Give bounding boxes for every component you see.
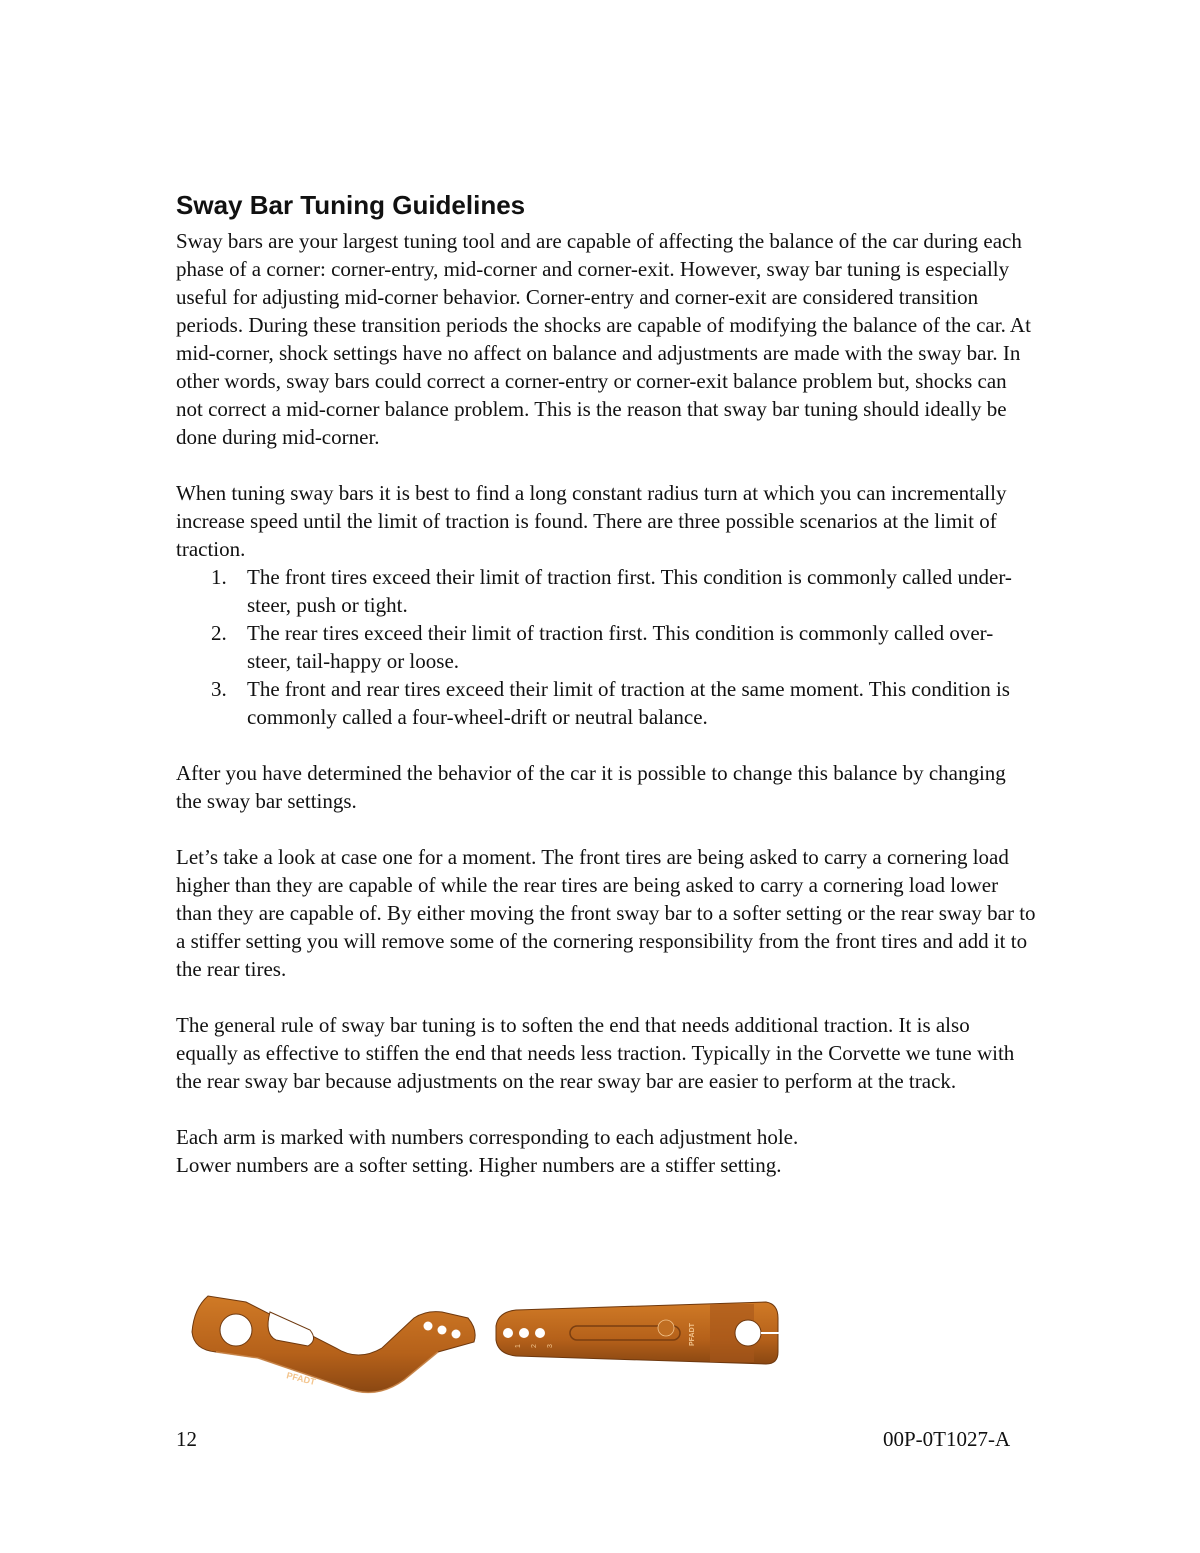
list-item: 1. The front tires exceed their limit of traction first. This condition is commonly called under-steer, push or tight. <box>211 565 1012 617</box>
pfadt-logo: PFADT <box>285 1370 317 1388</box>
adjustment-hole <box>438 1326 447 1335</box>
paragraph-change-balance: After you have determined the behavior of the car it is possible to change this balance by changing the sway bar settings. <box>176 761 1006 813</box>
page-title: Sway Bar Tuning Guidelines <box>176 190 526 220</box>
adjustment-hole <box>503 1328 513 1338</box>
bar-mount-hole <box>220 1314 252 1346</box>
page-content <box>176 190 1036 1179</box>
adjustment-hole <box>452 1330 461 1339</box>
pfadt-logo: PFADT <box>689 1323 696 1346</box>
document-code: 00P-0T1027-A <box>883 1427 1011 1451</box>
paragraph-tuning-method: When tuning sway bars it is best to find a long constant radius turn at which you can incrementally increase speed until the limit of traction is found. There are three possible scenarios at the limit of traction. <box>176 481 1007 561</box>
paragraph-case-one: Let’s take a look at case one for a moment. The front tires are being asked to carry a cornering load higher than they are capable of while the rear tires are being asked to carry a cornering load lower than they are capable of. By either moving the front sway bar to a softer setting or the rear sway bar to a stiffer setting you will remove some of the cornering responsibility from the front tires and add it to the rear tires. <box>176 845 1036 981</box>
bar-mount-hole <box>735 1320 761 1346</box>
page-number: 12 <box>176 1427 197 1451</box>
list-item: 2. The rear tires exceed their limit of traction first. This condition is commonly called over-steer, tail-happy or loose. <box>211 621 994 673</box>
sway-bar-arms-figure <box>186 1290 786 1402</box>
rear-sway-bar-arm <box>496 1302 780 1364</box>
scenario-list <box>176 563 1036 731</box>
front-sway-bar-arm <box>192 1296 475 1393</box>
hole-number-label: 2 <box>531 1344 538 1348</box>
paragraph-arm-markings-1: Each arm is marked with numbers corresponding to each adjustment hole. <box>176 1125 799 1149</box>
adjustment-hole <box>424 1322 433 1331</box>
adjustment-hole <box>519 1328 529 1338</box>
hole-number-label: 1 <box>515 1344 522 1348</box>
hole-number-label: 3 <box>547 1344 554 1348</box>
adjustment-hole <box>535 1328 545 1338</box>
list-item: 3. The front and rear tires exceed their limit of traction at the same moment. This condition is commonly called a four-wheel-drift or neutral balance. <box>211 677 1010 729</box>
paragraph-general-rule: The general rule of sway bar tuning is to soften the end that needs additional traction. It is also equally as effective to stiffen the end that needs less traction. Typically in the Corvette we tune with the rear sway bar because adjustments on the rear sway bar are easier to perform at the track. <box>176 1013 1015 1093</box>
sway-bar-arms-illustration <box>186 1290 786 1402</box>
paragraph-arm-markings-2: Lower numbers are a softer setting. Higher numbers are a stiffer setting. <box>176 1153 782 1177</box>
paragraph-intro: Sway bars are your largest tuning tool and are capable of affecting the balance of the car during each phase of a corner: corner-entry, mid-corner and corner-exit. However, sway bar tuning is especially useful for adjusting mid-corner behavior. Corner-entry and corner-exit are considered transition periods. During these transition periods the shocks are capable of modifying the balance of the car. At mid-corner, shock settings have no affect on balance and adjustments are made with the sway bar. In other words, sway bars could correct a corner-entry or corner-exit balance problem but, shocks can not correct a mid-corner balance problem. This is the reason that sway bar tuning should ideally be done during mid-corner. <box>176 229 1031 449</box>
pfadt-emblem-icon <box>658 1320 674 1336</box>
